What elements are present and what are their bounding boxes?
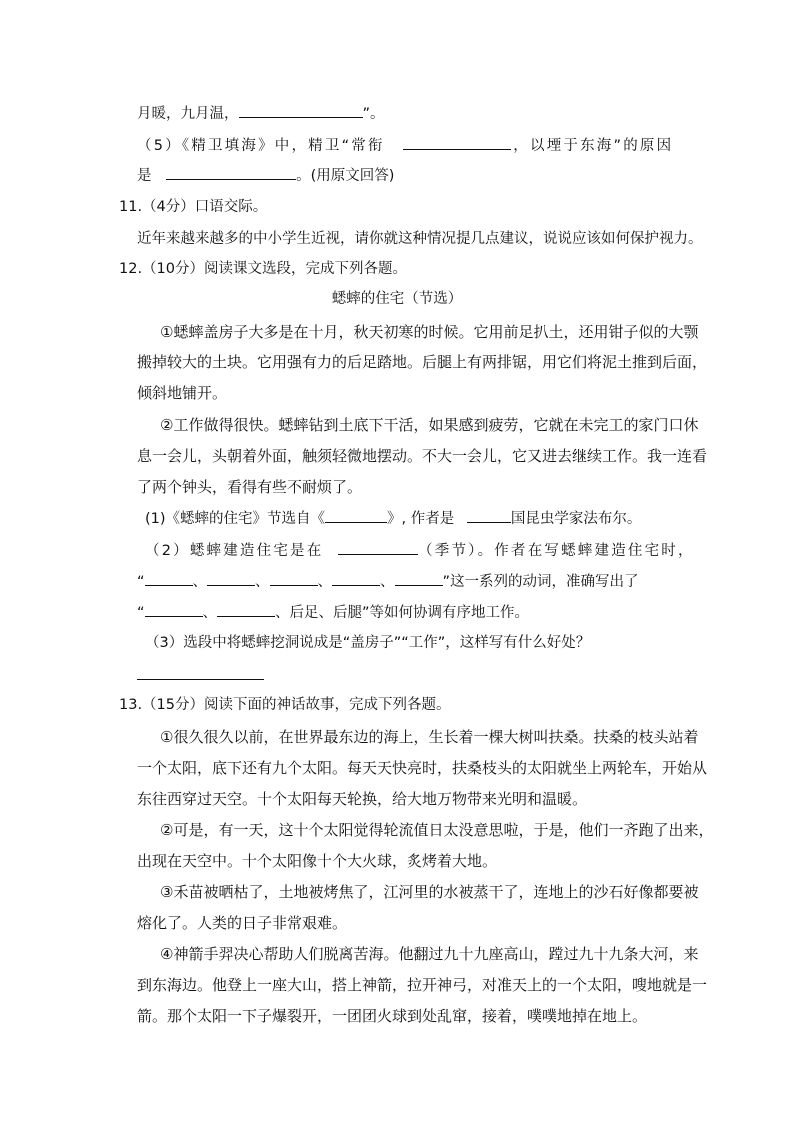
question-5-line-2: 是 。(用原文回答) (137, 165, 394, 186)
question-12-2: （2）蟋蟀建造住宅是在 （季节）。作者在写蟋蟀建造住宅时， (145, 540, 695, 561)
blank-field[interactable] (332, 571, 380, 586)
blank-field[interactable] (325, 508, 387, 523)
blank-field[interactable] (145, 571, 193, 586)
blank-field[interactable] (467, 508, 511, 523)
blank-field[interactable] (239, 103, 363, 118)
blank-field[interactable] (217, 602, 275, 617)
passage-text: 搬掉较大的土块。它用强有力的后足踏地。后腿上有两排锯，用它们将泥土推到后面， (137, 353, 708, 371)
question-12-2-verbs: “ 、 、 、 、 ”这一系列的动词，准确写出了 (137, 571, 639, 592)
question-11-heading: 11.（4分）口语交际。 (119, 199, 268, 215)
blank-field[interactable] (395, 571, 443, 586)
question-5-line: （5）《精卫填海》中，精卫“常衔 ，以堙于东海”的原因 (137, 135, 673, 156)
passage-title: 蟋蟀的住宅（节选） (331, 291, 463, 307)
blank-field[interactable] (166, 165, 296, 180)
question-12-heading: 12.（10分）阅读课文选段，完成下列各题。 (119, 261, 408, 277)
story-text: 一个太阳，底下还有九个太阳。每天天快亮时，扶桑枝头的太阳就坐上两轮车，开始从 (137, 759, 708, 777)
answer-line[interactable] (137, 679, 264, 680)
passage-text: ②工作做得很快。蟋蟀钻到土底下干活，如果感到疲劳，它就在未完工的家门口休 (160, 416, 699, 434)
story-text: ①很久很久以前，在世界最东边的海上，生长着一棵大树叫扶桑。扶桑的枝头站着 (160, 728, 699, 746)
story-text: 东往西穿过天空。十个太阳每天轮换，给大地万物带来光明和温暖。 (137, 790, 588, 808)
blank-field[interactable] (338, 540, 418, 555)
blank-field[interactable] (403, 135, 511, 150)
story-text: ②可是，有一天，这十个太阳觉得轮流值日太没意思啦，于是，他们一齐跑了出来， (160, 821, 714, 839)
story-text: 箭。那个太阳一下子爆裂开，一团团火球到处乱窜，接着，噗噗地掉在地上。 (137, 1007, 648, 1025)
story-text: ③禾苗被晒枯了，土地被烤焦了，江河里的水被蒸干了，连地上的沙石好像都要被 (160, 883, 699, 901)
story-text: ④神箭手羿决心帮助人们脱离苦海。他翻过九十九座高山，蹚过九十九条大河，来 (160, 945, 699, 963)
passage-text: ①蟋蟀盖房子大多是在十月，秋天初寒的时候。它用前足扒土，还用钳子似的大颚 (160, 323, 699, 341)
question-13-heading: 13.（15分）阅读下面的神话故事，完成下列各题。 (119, 697, 451, 713)
story-text: 出现在天空中。十个太阳像十个大火球，炙烤着大地。 (137, 852, 498, 870)
question-12-3: （3）选段中将蟋蟀挖洞说成是“盖房子”“工作”，这样写有什么好处？ (145, 635, 591, 651)
blank-field[interactable] (270, 571, 318, 586)
blank-field[interactable] (207, 571, 255, 586)
question-11-prompt: 近年来越来越多的中小学生近视，请你就这种情况提几点建议，说说应该如何保护视力。 (137, 231, 703, 247)
answer-line-poem: 月暖，九月温， ”。 (137, 103, 385, 124)
passage-text: 息一会儿，头朝着外面，触须轻微地摆动。不大一会儿，它又进去继续工作。我一连看 (137, 447, 708, 465)
question-12-2-parts: “ 、 、后足、后腿”等如何协调有序地工作。 (137, 602, 529, 623)
blank-field[interactable] (145, 602, 203, 617)
story-text: 到东海边。他登上一座大山，搭上神箭，拉开神弓，对准天上的一个太阳，嗖地就是一 (137, 976, 708, 994)
question-12-1: (1)《蟋蟀的住宅》节选自《 》, 作者是 国昆虫学家法布尔。 (145, 508, 641, 529)
passage-text: 了两个钟头，看得有些不耐烦了。 (137, 478, 363, 496)
story-text: 熔化了。人类的日子非常艰难。 (137, 914, 348, 932)
passage-text: 倾斜地铺开。 (137, 384, 228, 402)
